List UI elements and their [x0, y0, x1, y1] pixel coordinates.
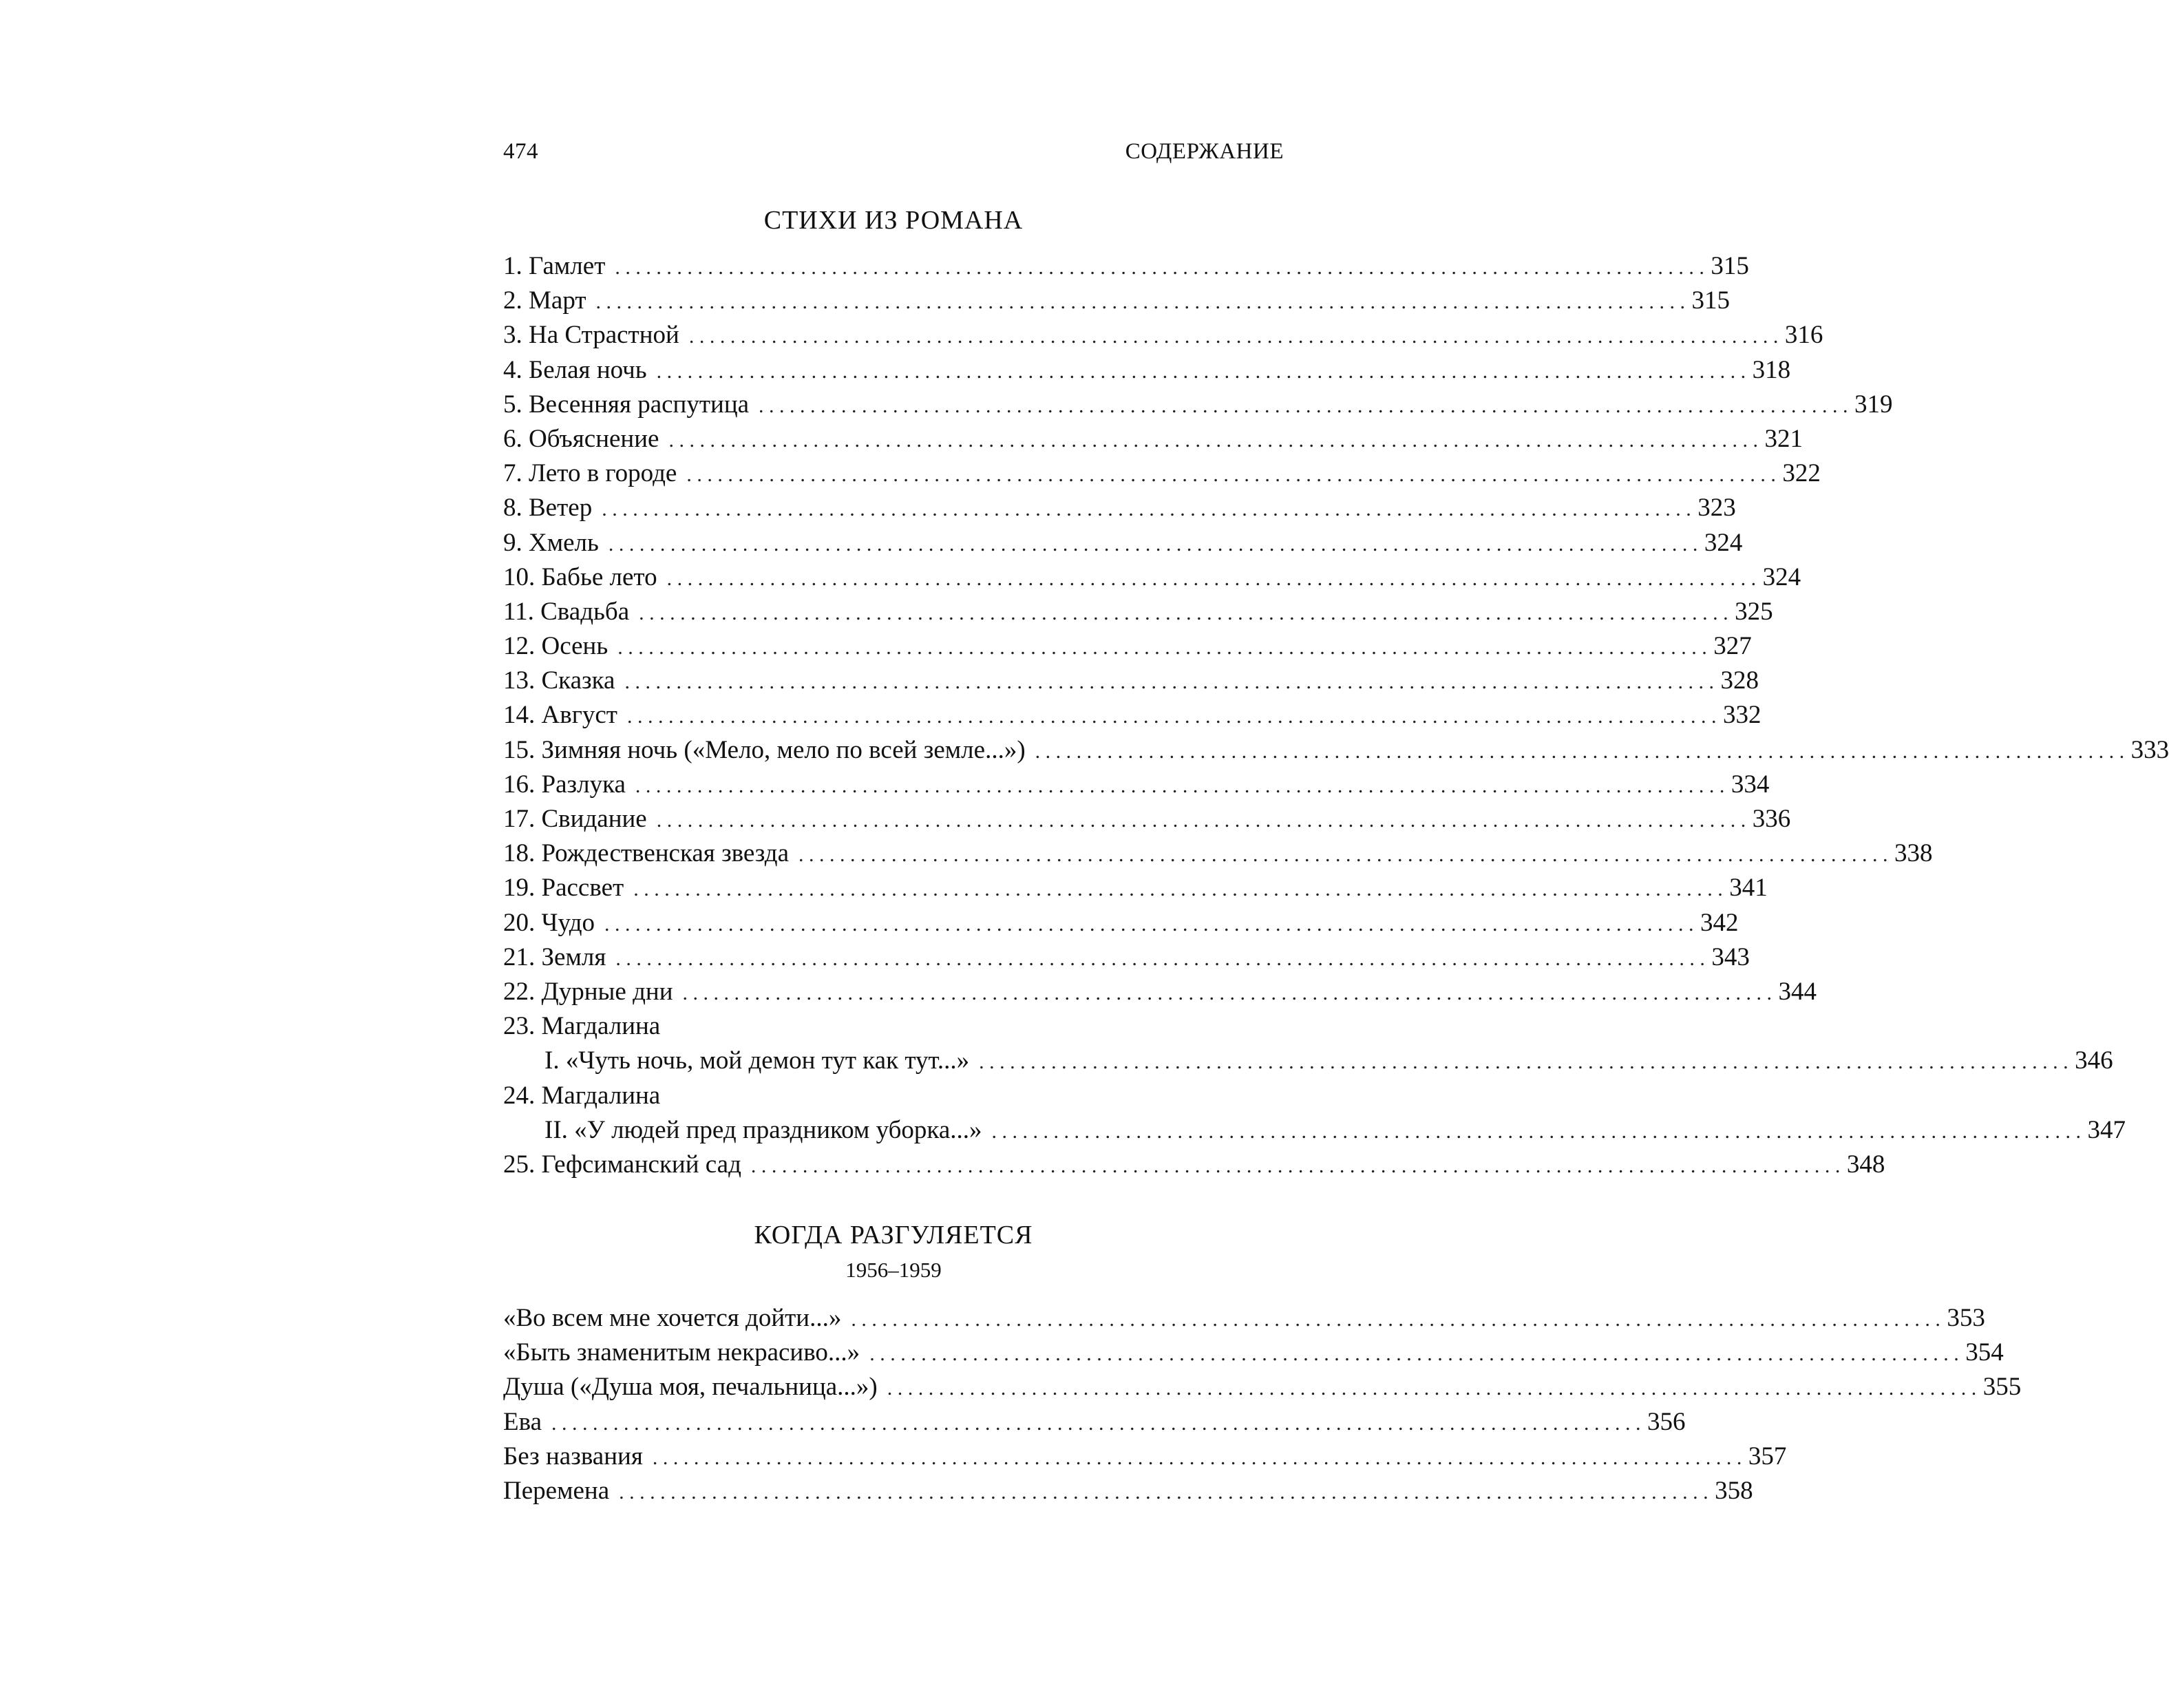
toc-entry — [503, 906, 1739, 940]
toc-entry — [503, 422, 1803, 456]
toc-entry-page: 354 — [1965, 1338, 2004, 1367]
toc-entry-page: 336 — [1752, 805, 1791, 833]
toc-entry-title: 24. Магдалина — [503, 1081, 661, 1110]
toc-dot-leader: .......................................................................................................... — [682, 981, 1777, 1004]
toc-entry — [503, 353, 1791, 388]
toc-entry — [503, 491, 1736, 525]
toc-entry-page: 328 — [1720, 666, 1759, 695]
section-title-1: СТИХИ ИЗ РОМАНА — [763, 206, 1024, 235]
toc-dot-leader: .......................................................................................................... — [851, 1308, 1946, 1331]
toc-entry-title: «Во всем мне хочется дойти...» — [503, 1304, 842, 1332]
toc-entry-title: 8. Ветер — [503, 494, 593, 523]
toc-dot-leader: .......................................................................................................... — [750, 1154, 1845, 1177]
toc-entry — [503, 871, 1768, 905]
toc-dot-leader: .......................................................................................................... — [652, 1446, 1747, 1469]
toc-entry-title: 19. Рассвет — [503, 874, 624, 903]
toc-entry-title: Ева — [503, 1407, 542, 1436]
toc-entry — [503, 1044, 2113, 1078]
toc-entry-page: 323 — [1697, 494, 1736, 523]
section-subtitle-2: 1956–1959 — [845, 1258, 942, 1282]
running-header — [503, 139, 1284, 169]
running-title: СОДЕРЖАНИЕ — [1125, 139, 1284, 164]
toc-entry-page: 327 — [1713, 632, 1752, 661]
toc-dot-leader: .......................................................................................................... — [626, 705, 1722, 728]
toc-entry-title: I. «Чуть ночь, мой демон тут как тут...» — [544, 1046, 970, 1075]
toc-entry-page: 325 — [1735, 597, 1773, 626]
toc-entry-page: 332 — [1722, 701, 1761, 730]
toc-entry-title: 5. Весенняя распутица — [503, 390, 750, 419]
toc-dot-leader: .......................................................................................................... — [656, 359, 1751, 383]
toc-entry-page: 343 — [1711, 942, 1750, 971]
toc-entry-title: 3. На Страстной — [503, 321, 679, 350]
toc-dot-leader: .......................................................................................................... — [551, 1411, 1647, 1435]
toc-entry-page: 338 — [1894, 839, 1933, 868]
toc-entry-title: 18. Рождественская звезда — [503, 839, 790, 868]
toc-dot-leader: .......................................................................................................... — [887, 1377, 1982, 1400]
toc-entry-title: 14. Август — [503, 701, 617, 730]
toc-dot-leader: .......................................................................................................... — [595, 291, 1691, 314]
toc-dot-leader: .......................................................................................................... — [639, 601, 1734, 624]
toc-dot-leader: .......................................................................................................... — [798, 843, 1894, 867]
book-page — [503, 0, 2169, 1708]
toc-entry-title: 25. Гефсиманский сад — [503, 1150, 741, 1179]
toc-dot-leader: .......................................................................................................... — [1035, 739, 2130, 763]
toc-entry — [503, 249, 1749, 284]
toc-entry-title: 11. Свадьба — [503, 597, 630, 626]
toc-list-1 — [503, 249, 2169, 1182]
toc-entry-title: 4. Белая ночь — [503, 355, 647, 384]
toc-entry-page: 353 — [1947, 1304, 1985, 1332]
toc-entry — [503, 1405, 1686, 1440]
toc-entry-page: 342 — [1700, 908, 1739, 937]
toc-entry — [503, 1370, 2022, 1404]
toc-entry-title: II. «У людей пред праздником уборка...» — [544, 1115, 982, 1144]
toc-dot-leader: .......................................................................................................... — [615, 256, 1710, 279]
toc-entry-page: 358 — [1715, 1476, 1753, 1505]
toc-entry — [503, 526, 1743, 560]
toc-entry — [503, 629, 1752, 664]
toc-entry — [503, 595, 1773, 629]
toc-entry — [503, 318, 1823, 352]
toc-entry-page: 315 — [1691, 286, 1731, 315]
toc-entry — [503, 560, 1801, 595]
toc-dot-leader: .......................................................................................................... — [635, 774, 1730, 797]
toc-dot-leader: .......................................................................................................... — [869, 1342, 1965, 1366]
toc-entry-page: 348 — [1846, 1150, 1885, 1179]
toc-entry-title: 6. Объяснение — [503, 424, 659, 453]
toc-entry-title: Без названия — [503, 1442, 643, 1470]
toc-entry-title: 10. Бабье лето — [503, 562, 657, 591]
toc-entry-title: 7. Лето в городе — [503, 459, 677, 488]
toc-entry — [503, 284, 1731, 318]
toc-entry — [503, 664, 1759, 698]
toc-entry-title: 2. Март — [503, 286, 586, 315]
toc-dot-leader: .......................................................................................................... — [624, 671, 1720, 694]
toc-entry-page: 341 — [1729, 874, 1768, 903]
toc-entry-title: 16. Разлука — [503, 770, 626, 799]
toc-dot-leader: .......................................................................................................... — [656, 809, 1751, 832]
toc-dot-leader: .......................................................................................................... — [686, 463, 1781, 487]
toc-entry-page: 319 — [1854, 390, 1893, 419]
toc-entry — [503, 1440, 1787, 1474]
toc-entry-title: 17. Свидание — [503, 805, 647, 833]
toc-entry — [503, 1113, 2126, 1148]
toc-entry-page: 357 — [1748, 1442, 1787, 1470]
toc-entry-title: 20. Чудо — [503, 908, 595, 937]
toc-entry — [503, 1474, 1753, 1508]
toc-entry-title: 12. Осень — [503, 632, 609, 661]
toc-entry-page: 334 — [1731, 770, 1770, 799]
toc-entry — [503, 733, 2169, 768]
toc-dot-leader: .......................................................................................................... — [759, 394, 1854, 417]
toc-entry — [503, 1079, 1284, 1113]
toc-dot-leader: .......................................................................................................... — [688, 325, 1784, 348]
toc-entry-title: 22. Дурные дни — [503, 977, 673, 1006]
toc-entry-page: 315 — [1711, 252, 1749, 280]
toc-entry-page: 324 — [1704, 528, 1743, 557]
toc-entry-title: «Быть знаменитым некрасиво...» — [503, 1338, 860, 1367]
toc-entry-page: 355 — [1982, 1373, 2022, 1402]
toc-entry-title: Душа («Душа моя, печальница...») — [503, 1373, 878, 1402]
toc-entry — [503, 1148, 1885, 1182]
toc-entry — [503, 1301, 1985, 1336]
toc-entry — [503, 388, 1893, 422]
toc-entry-page: 344 — [1778, 977, 1817, 1006]
toc-dot-leader: .......................................................................................................... — [604, 912, 1700, 936]
toc-list-2 — [503, 1301, 2022, 1508]
toc-entry-title: 21. Земля — [503, 942, 606, 971]
toc-entry — [503, 802, 1791, 836]
toc-entry-page: 318 — [1752, 355, 1791, 384]
toc-dot-leader: .......................................................................................................... — [979, 1051, 2074, 1074]
toc-entry-title: 1. Гамлет — [503, 252, 606, 280]
toc-dot-leader: .......................................................................................................... — [602, 498, 1697, 521]
toc-entry-page: 322 — [1782, 459, 1821, 488]
toc-entry — [503, 768, 1770, 802]
page-number: 474 — [503, 139, 538, 164]
toc-entry-title: 9. Хмель — [503, 528, 599, 557]
toc-dot-leader: .......................................................................................................... — [617, 636, 1713, 660]
toc-entry-page: 324 — [1762, 562, 1801, 591]
toc-entry-page: 346 — [2075, 1046, 2113, 1075]
toc-entry-title: 23. Магдалина — [503, 1012, 661, 1041]
toc-entry-page: 356 — [1647, 1407, 1686, 1436]
toc-entry-title: 13. Сказка — [503, 666, 615, 695]
toc-entry-page: 316 — [1784, 321, 1823, 350]
toc-dot-leader: .......................................................................................................... — [991, 1119, 2086, 1143]
toc-entry-title: Перемена — [503, 1476, 610, 1505]
toc-entry-page: 347 — [2087, 1115, 2126, 1144]
toc-dot-leader: .......................................................................................................... — [615, 947, 1711, 970]
toc-dot-leader: .......................................................................................................... — [608, 532, 1703, 556]
section-title-2: КОГДА РАЗГУЛЯЕТСЯ — [754, 1221, 1033, 1250]
toc-dot-leader: .......................................................................................................... — [633, 878, 1728, 901]
toc-entry — [503, 456, 1821, 491]
toc-entry — [503, 1009, 1284, 1044]
toc-entry — [503, 940, 1750, 975]
toc-entry-title: 15. Зимняя ночь («Мело, мело по всей земле...») — [503, 735, 1026, 764]
toc-dot-leader: .......................................................................................................... — [668, 428, 1764, 452]
toc-entry-page: 333 — [2130, 735, 2169, 764]
toc-dot-leader: .......................................................................................................... — [666, 567, 1761, 590]
toc-entry — [503, 975, 1817, 1009]
toc-entry-page: 321 — [1764, 424, 1803, 453]
toc-entry — [503, 698, 1761, 732]
toc-entry — [503, 836, 1933, 871]
toc-dot-leader: .......................................................................................................... — [619, 1480, 1714, 1504]
toc-entry — [503, 1336, 2004, 1370]
